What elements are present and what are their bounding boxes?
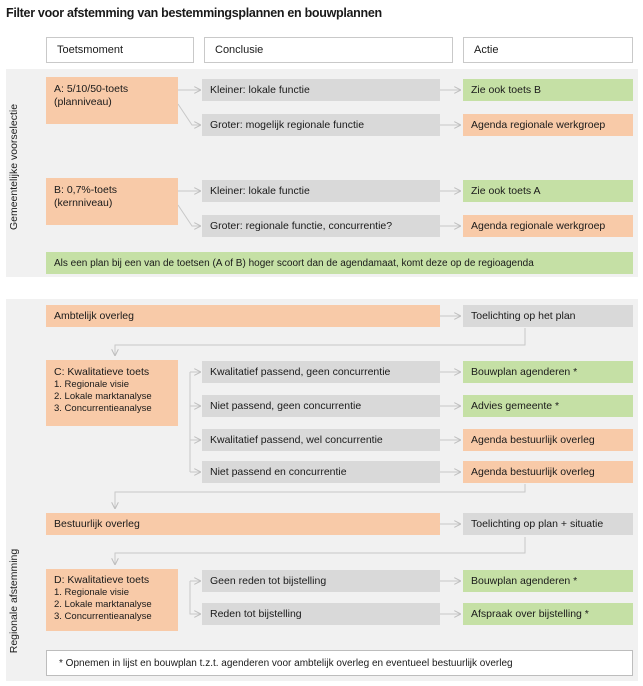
connector xyxy=(178,104,200,125)
toets-c-item: 1. Regionale visie xyxy=(54,379,129,390)
toets-d-item: 2. Lokale marktanalyse xyxy=(54,599,152,610)
b-conclusie-groter: Groter: regionale functie, concurrentie? xyxy=(202,215,440,237)
connector xyxy=(115,328,525,355)
toets-d-item: 3. Concurrentieanalyse xyxy=(54,611,152,622)
toets-b-subtitle: (kernniveau) xyxy=(54,197,113,209)
bestuurlijk-actie: Toelichting op plan + situatie xyxy=(463,513,633,535)
c-conclusie-4: Niet passend en concurrentie xyxy=(202,461,440,483)
toets-a-title: A: 5/10/50-toets xyxy=(54,83,129,95)
b-actie-agenda: Agenda regionale werkgroep xyxy=(463,215,633,237)
b-actie-toets-a: Zie ook toets A xyxy=(463,180,633,202)
side-label-regionaal: Regionale afstemming xyxy=(8,548,20,654)
regioagenda-rule: Als een plan bij een van de toetsen (A of B) hoger scoort dan de agendamaat, komt deze op de regioagenda xyxy=(46,252,633,274)
toets-c-title: C: Kwalitatieve toets xyxy=(54,366,150,378)
a-conclusie-groter: Groter: mogelijk regionale functie xyxy=(202,114,440,136)
c-conclusie-1: Kwalitatief passend, geen concurrentie xyxy=(202,361,440,383)
header-conclusie: Conclusie xyxy=(204,37,453,63)
toets-c-box xyxy=(46,360,178,426)
toets-d-item: 1. Regionale visie xyxy=(54,587,129,598)
b-conclusie-kleiner: Kleiner: lokale functie xyxy=(202,180,440,202)
toets-a-subtitle: (planniveau) xyxy=(54,96,112,108)
d-conclusie-1: Geen reden tot bijstelling xyxy=(202,570,440,592)
page-title: Filter voor afstemming van bestemmingsplannen en bouwplannen xyxy=(6,6,382,20)
d-conclusie-2: Reden tot bijstelling xyxy=(202,603,440,625)
c-actie-3: Agenda bestuurlijk overleg xyxy=(463,429,633,451)
connector xyxy=(115,484,525,508)
toets-b-title: B: 0,7%-toets xyxy=(54,184,118,196)
c-conclusie-2: Niet passend, geen concurrentie xyxy=(202,395,440,417)
ambtelijk-overleg: Ambtelijk overleg xyxy=(46,305,440,327)
c-conclusie-3: Kwalitatief passend, wel concurrentie xyxy=(202,429,440,451)
a-actie-agenda: Agenda regionale werkgroep xyxy=(463,114,633,136)
c-actie-4: Agenda bestuurlijk overleg xyxy=(463,461,633,483)
toets-d-title: D: Kwalitatieve toets xyxy=(54,574,150,586)
footnote: * Opnemen in lijst en bouwplan t.z.t. agenderen voor ambtelijk overleg en eventueel bestuurlijk overleg xyxy=(46,650,633,676)
c-actie-1: Bouwplan agenderen * xyxy=(463,361,633,383)
ambtelijk-actie: Toelichting op het plan xyxy=(463,305,633,327)
d-actie-2: Afspraak over bijstelling * xyxy=(463,603,633,625)
a-actie-toets-b: Zie ook toets B xyxy=(463,79,633,101)
connector xyxy=(190,581,200,614)
header-toetsmoment: Toetsmoment xyxy=(46,37,194,63)
toets-a-box xyxy=(46,77,178,124)
connector xyxy=(115,537,525,564)
a-conclusie-kleiner: Kleiner: lokale functie xyxy=(202,79,440,101)
toets-c-item: 3. Concurrentieanalyse xyxy=(54,403,152,414)
toets-d-box xyxy=(46,569,178,631)
side-label-gemeentelijk: Gemeentelijke voorselectie xyxy=(8,103,20,231)
connector xyxy=(178,205,200,226)
toets-b-box xyxy=(46,178,178,225)
bestuurlijk-overleg: Bestuurlijk overleg xyxy=(46,513,440,535)
c-actie-2: Advies gemeente * xyxy=(463,395,633,417)
header-actie: Actie xyxy=(463,37,633,63)
d-actie-1: Bouwplan agenderen * xyxy=(463,570,633,592)
toets-c-item: 2. Lokale marktanalyse xyxy=(54,391,152,402)
